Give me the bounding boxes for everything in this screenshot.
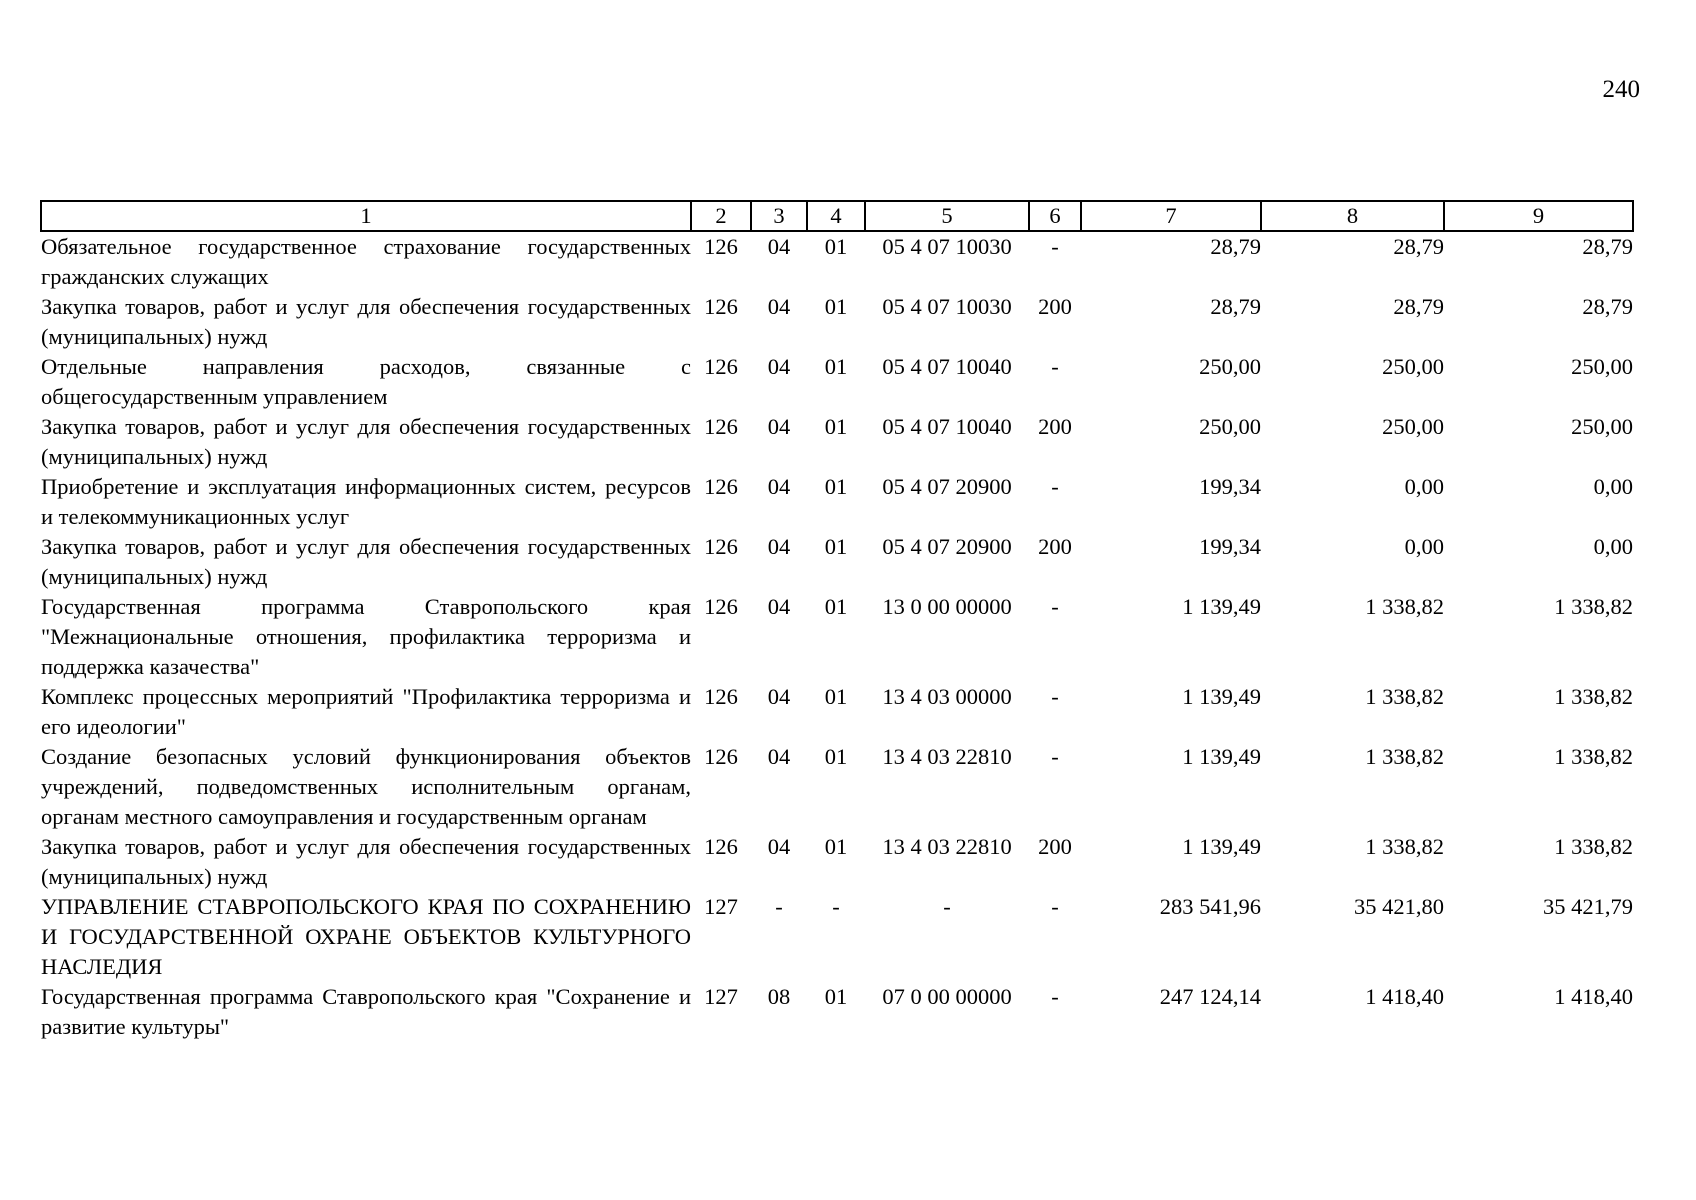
row-section-cell: 04 (767, 354, 791, 379)
row-subsection-cell: 01 (824, 534, 848, 559)
row-section-cell: 04 (767, 294, 791, 319)
row-name-cell: Закупка товаров, работ и услуг для обеспечения государственных (муниципальных) нужд (41, 414, 691, 469)
row-code-cell: 126 (704, 294, 738, 319)
row-subsection-cell: 01 (824, 744, 848, 769)
row-amount-cell: 250,00 (1199, 414, 1261, 439)
row-target-cell: 13 4 03 22810 (882, 744, 1012, 769)
row-target-cell: 05 4 07 10030 (882, 234, 1012, 259)
row-amount-cell: 1 338,82 (1365, 834, 1444, 859)
row-amount-cell: 0,00 (1593, 474, 1633, 499)
column-header: 8 (1261, 201, 1444, 231)
column-header: 6 (1029, 201, 1081, 231)
row-section-cell: 08 (767, 984, 791, 1009)
row-target-cell: 05 4 07 20900 (882, 474, 1012, 499)
row-amount-cell: 1 139,49 (1182, 684, 1261, 709)
row-amount-cell: 247 124,14 (1159, 984, 1261, 1009)
row-amount-cell: 0,00 (1593, 534, 1633, 559)
row-section-cell: 04 (767, 834, 791, 859)
column-header: 1 (41, 201, 691, 231)
row-type-cell: 200 (1038, 414, 1072, 439)
row-type-cell: - (1051, 984, 1059, 1009)
column-header: 9 (1444, 201, 1633, 231)
row-name-cell: Обязательное государственное страхование государственных гражданских служащих (41, 234, 691, 289)
table-body (41, 231, 1633, 1042)
row-code-cell: 126 (704, 684, 738, 709)
row-amount-cell: 1 338,82 (1554, 594, 1633, 619)
row-type-cell: - (1051, 744, 1059, 769)
row-type-cell: - (1051, 474, 1059, 499)
table-row (41, 742, 1633, 832)
row-type-cell: 200 (1038, 534, 1072, 559)
row-code-cell: 126 (704, 414, 738, 439)
row-subsection-cell: 01 (824, 414, 848, 439)
row-target-cell: 13 4 03 22810 (882, 834, 1012, 859)
page-number: 240 (1602, 76, 1640, 103)
row-amount-cell: 1 338,82 (1365, 594, 1444, 619)
row-name-cell: Комплекс процессных мероприятий "Профилактика терроризма и его идеологии" (41, 684, 691, 739)
row-type-cell: - (1051, 594, 1059, 619)
row-code-cell: 126 (704, 594, 738, 619)
row-amount-cell: 1 139,49 (1182, 744, 1261, 769)
table-row (41, 592, 1633, 682)
row-amount-cell: 250,00 (1382, 414, 1444, 439)
row-subsection-cell: 01 (824, 834, 848, 859)
row-target-cell: 05 4 07 10040 (882, 414, 1012, 439)
table-row (41, 231, 1633, 292)
row-amount-cell: 28,79 (1393, 294, 1444, 319)
row-name-cell: Государственная программа Ставропольского края "Сохранение и развитие культуры" (41, 984, 691, 1039)
row-amount-cell: 1 338,82 (1554, 684, 1633, 709)
table-row (41, 892, 1633, 982)
row-code-cell: 126 (704, 834, 738, 859)
row-subsection-cell: - (832, 894, 840, 919)
row-name-cell: Закупка товаров, работ и услуг для обеспечения государственных (муниципальных) нужд (41, 534, 691, 589)
row-target-cell: 05 4 07 10030 (882, 294, 1012, 319)
row-type-cell: - (1051, 354, 1059, 379)
row-amount-cell: 1 139,49 (1182, 834, 1261, 859)
row-name-cell: Закупка товаров, работ и услуг для обеспечения государственных (муниципальных) нужд (41, 834, 691, 889)
table-row (41, 412, 1633, 472)
row-target-cell: 13 4 03 00000 (882, 684, 1012, 709)
row-code-cell: 127 (704, 894, 738, 919)
row-amount-cell: 199,34 (1199, 534, 1261, 559)
row-subsection-cell: 01 (824, 294, 848, 319)
row-target-cell: - (943, 894, 951, 919)
budget-table (40, 200, 1634, 1042)
row-type-cell: - (1051, 234, 1059, 259)
row-amount-cell: 1 139,49 (1182, 594, 1261, 619)
row-type-cell: 200 (1038, 834, 1072, 859)
row-amount-cell: 1 338,82 (1554, 744, 1633, 769)
row-code-cell: 126 (704, 234, 738, 259)
table-row (41, 292, 1633, 352)
row-amount-cell: 1 418,40 (1554, 984, 1633, 1009)
row-amount-cell: 28,79 (1582, 294, 1633, 319)
row-amount-cell: 1 338,82 (1365, 744, 1444, 769)
row-amount-cell: 28,79 (1582, 234, 1633, 259)
row-type-cell: - (1051, 894, 1059, 919)
row-name-cell: Государственная программа Ставропольского края "Межнациональные отношения, профилактика терроризма и поддержка казачества" (41, 594, 691, 679)
row-section-cell: 04 (767, 474, 791, 499)
row-name-cell: Приобретение и эксплуатация информационных систем, ресурсов и телекоммуникационных услуг (41, 474, 691, 529)
table-row (41, 532, 1633, 592)
row-code-cell: 126 (704, 354, 738, 379)
row-section-cell: 04 (767, 744, 791, 769)
row-amount-cell: 0,00 (1404, 534, 1444, 559)
row-amount-cell: 28,79 (1210, 234, 1261, 259)
row-subsection-cell: 01 (824, 594, 848, 619)
row-amount-cell: 1 338,82 (1365, 684, 1444, 709)
row-target-cell: 07 0 00 00000 (882, 984, 1012, 1009)
row-amount-cell: 35 421,80 (1354, 894, 1444, 919)
row-amount-cell: 250,00 (1571, 354, 1633, 379)
row-amount-cell: 1 418,40 (1365, 984, 1444, 1009)
table-header-row (41, 201, 1633, 231)
row-code-cell: 127 (704, 984, 738, 1009)
row-amount-cell: 28,79 (1210, 294, 1261, 319)
column-header: 3 (751, 201, 807, 231)
row-subsection-cell: 01 (824, 684, 848, 709)
row-amount-cell: 250,00 (1382, 354, 1444, 379)
row-subsection-cell: 01 (824, 234, 848, 259)
row-name-cell: Создание безопасных условий функционирования объектов учреждений, подведомственных исполнительным органам, органам местного самоуправления и государственным органам (41, 744, 691, 829)
row-amount-cell: 283 541,96 (1159, 894, 1261, 919)
row-amount-cell: 250,00 (1571, 414, 1633, 439)
row-subsection-cell: 01 (824, 984, 848, 1009)
row-subsection-cell: 01 (824, 354, 848, 379)
row-amount-cell: 0,00 (1404, 474, 1444, 499)
row-amount-cell: 28,79 (1393, 234, 1444, 259)
row-section-cell: 04 (767, 414, 791, 439)
table-row (41, 682, 1633, 742)
row-section-cell: - (775, 894, 783, 919)
table-row (41, 832, 1633, 892)
row-amount-cell: 250,00 (1199, 354, 1261, 379)
row-section-cell: 04 (767, 684, 791, 709)
row-target-cell: 05 4 07 10040 (882, 354, 1012, 379)
row-code-cell: 126 (704, 744, 738, 769)
table-row (41, 352, 1633, 412)
row-section-cell: 04 (767, 594, 791, 619)
table-row (41, 472, 1633, 532)
column-header: 2 (691, 201, 751, 231)
row-amount-cell: 35 421,79 (1543, 894, 1633, 919)
row-type-cell: - (1051, 684, 1059, 709)
row-section-cell: 04 (767, 234, 791, 259)
row-name-cell: УПРАВЛЕНИЕ СТАВРОПОЛЬСКОГО КРАЯ ПО СОХРАНЕНИЮ И ГОСУДАРСТВЕННОЙ ОХРАНЕ ОБЪЕКТОВ КУЛЬТУРНОГО НАСЛЕДИЯ (41, 894, 691, 979)
row-section-cell: 04 (767, 534, 791, 559)
row-amount-cell: 199,34 (1199, 474, 1261, 499)
row-amount-cell: 1 338,82 (1554, 834, 1633, 859)
column-header: 4 (807, 201, 865, 231)
row-code-cell: 126 (704, 474, 738, 499)
table-row (41, 982, 1633, 1042)
row-subsection-cell: 01 (824, 474, 848, 499)
column-header: 5 (865, 201, 1029, 231)
column-header: 7 (1081, 201, 1261, 231)
row-code-cell: 126 (704, 534, 738, 559)
row-target-cell: 05 4 07 20900 (882, 534, 1012, 559)
row-name-cell: Закупка товаров, работ и услуг для обеспечения государственных (муниципальных) нужд (41, 294, 691, 349)
row-type-cell: 200 (1038, 294, 1072, 319)
row-name-cell: Отдельные направления расходов, связанные с общегосударственным управлением (41, 354, 691, 409)
row-target-cell: 13 0 00 00000 (882, 594, 1012, 619)
